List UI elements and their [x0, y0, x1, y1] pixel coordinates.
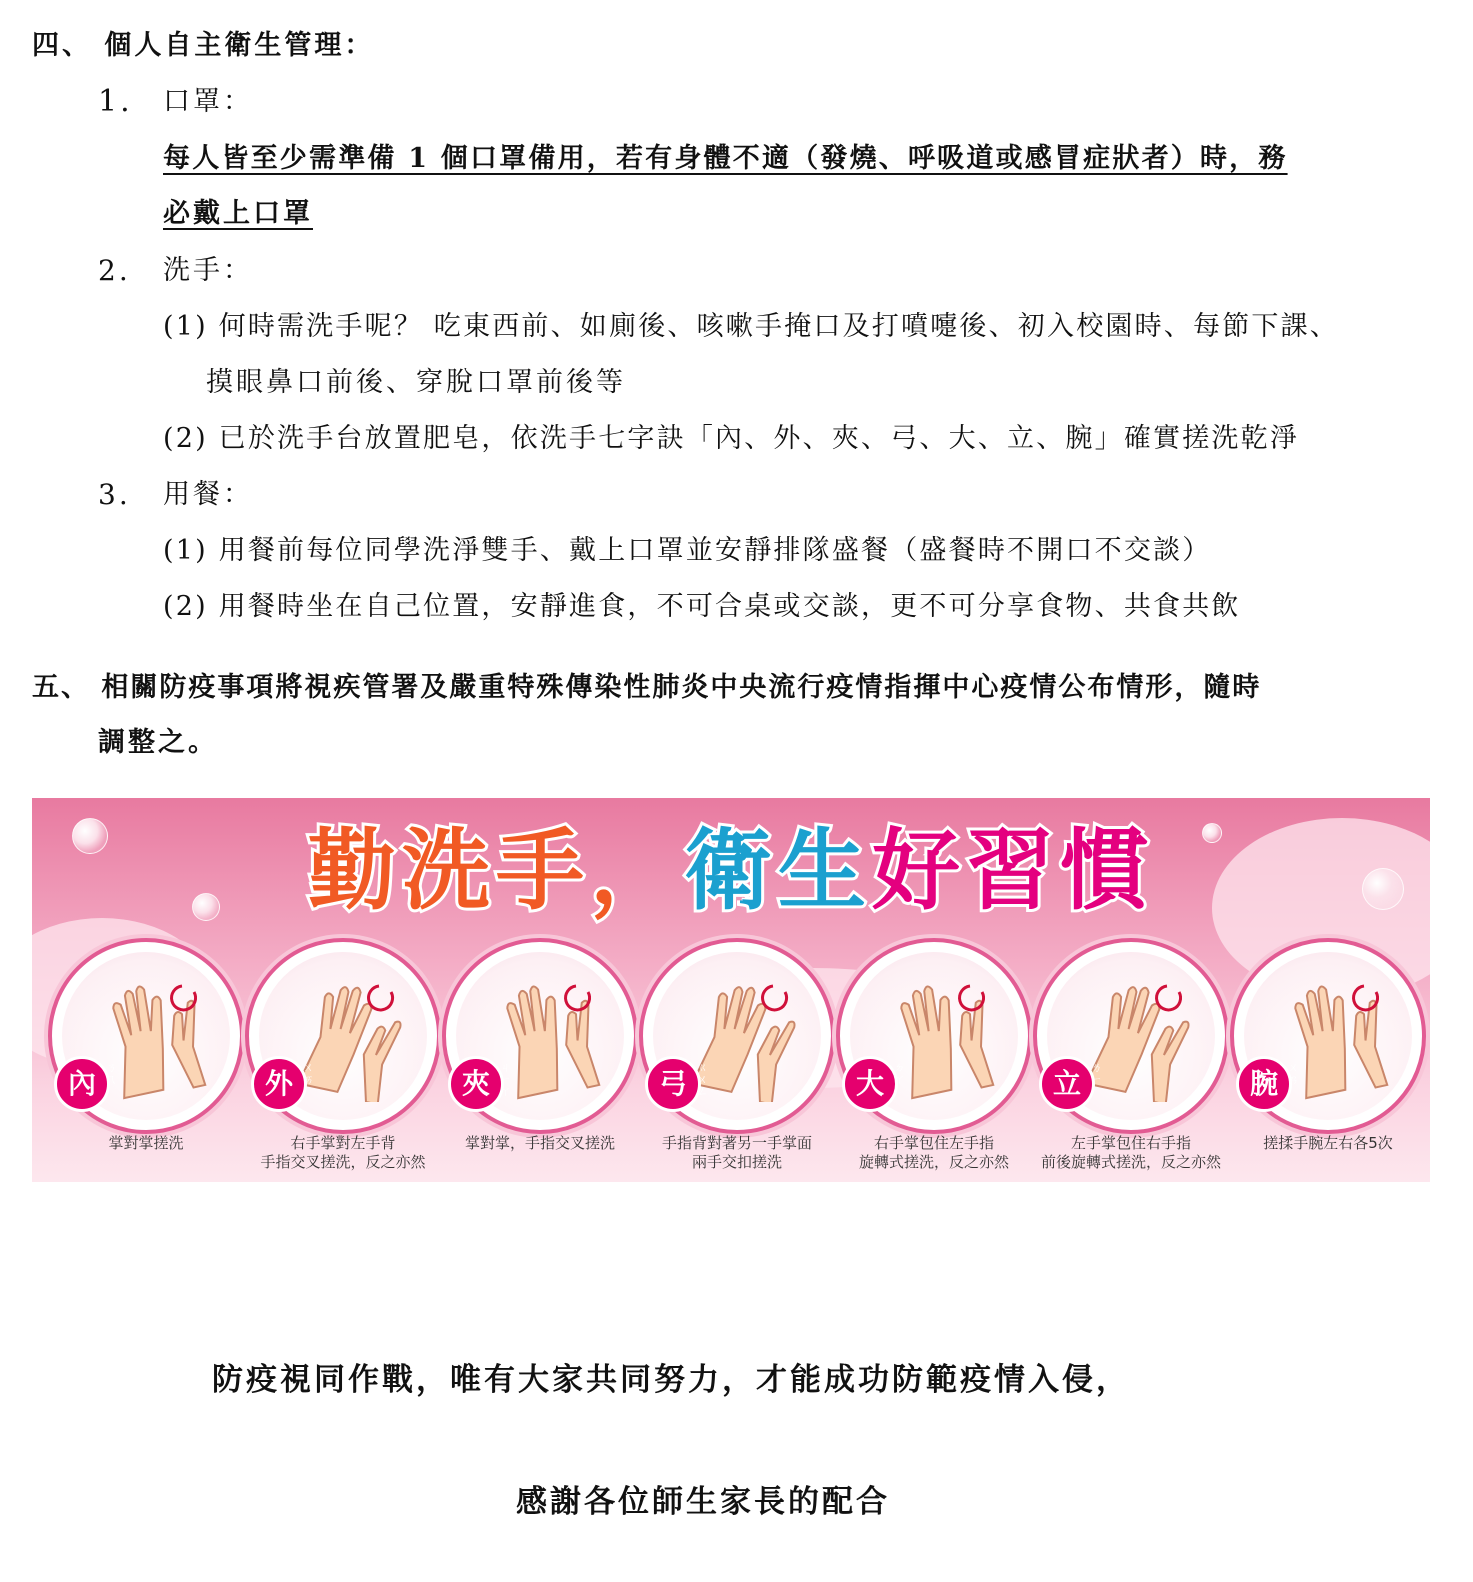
- item3-number: 3.: [98, 478, 131, 511]
- handwashing-banner: [32, 798, 1430, 1182]
- banner-title-part3: 好習慣: [872, 819, 1155, 922]
- handwash-step: [1033, 938, 1229, 1178]
- item2-number: 2.: [98, 254, 131, 287]
- step-zhuyin: ㄐㄧㄚ: [500, 1061, 511, 1098]
- step-badge: 內: [54, 1056, 110, 1112]
- step-zhuyin: ㄋㄟ: [106, 1061, 117, 1086]
- item1-number: 1.: [98, 84, 133, 119]
- meal-rule-2: (2) 用餐時坐在自己位置，安靜進食，不可合桌或交談，更不可分享食物、共食共飲: [163, 591, 1241, 622]
- handwash-when-line2: 摸眼鼻口前後、穿脫口罩前後等: [206, 367, 626, 398]
- handwash-step: [48, 938, 244, 1178]
- meal-rule-1: (1) 用餐前每位同學洗淨雙手、戴上口罩並安靜排隊盛餐（盛餐時不開口不交談）: [163, 535, 1212, 566]
- step-badge: 外: [251, 1056, 307, 1112]
- handwash-step: [1230, 938, 1426, 1178]
- step-caption: 搓揉手腕左右各5次: [1263, 1134, 1393, 1152]
- banner-title-part1: 勤洗手: [307, 819, 590, 922]
- handwash-step: [836, 938, 1032, 1178]
- banner-title-part2: 衛生: [684, 819, 873, 922]
- step-caption: 手指背對著另一手掌面 兩手交扣搓洗: [661, 1134, 812, 1171]
- banner-title: [32, 816, 1430, 926]
- handwash-when-line1: (1) 何時需洗手呢？ 吃東西前、如廁後、咳嗽手掩口及打噴嚏後、初入校園時、每節下課、: [163, 311, 1340, 342]
- section5-line2: 調整之。: [98, 727, 218, 758]
- item3-label: 用餐：: [163, 479, 253, 510]
- handwash-step: [442, 938, 638, 1178]
- handwash-step: [639, 938, 835, 1178]
- step-caption: 右手掌對左手背 手指交叉搓洗，反之亦然: [260, 1134, 426, 1171]
- step-zhuyin: ㄍㄨㄥ: [697, 1061, 708, 1098]
- step-badge: 腕: [1236, 1056, 1292, 1112]
- item2-label: 洗手：: [163, 255, 253, 286]
- step-caption: 掌對掌搓洗: [108, 1134, 184, 1152]
- mask-requirement-line2: 必戴上口罩: [163, 198, 313, 229]
- step-badge: 夾: [448, 1056, 504, 1112]
- banner-title-comma: ，: [589, 819, 684, 922]
- step-badge: 大: [842, 1056, 898, 1112]
- section5-line1: 五、 相關防疫事項將視疾管署及嚴重特殊傳染性肺炎中央流行疫情指揮中心疫情公布情形，隨時: [32, 672, 1262, 703]
- closing-line1: 防疫視同作戰，唯有大家共同努力，才能成功防範疫情入侵，: [212, 1362, 1130, 1398]
- section4-heading: 四、 個人自主衛生管理：: [32, 30, 375, 61]
- step-zhuyin: ㄌㄧ: [1091, 1061, 1102, 1086]
- closing-line2: 感謝各位師生家長的配合: [516, 1484, 890, 1520]
- step-zhuyin: ㄨㄞ: [303, 1061, 314, 1086]
- mask-requirement-line1: 每人皆至少需準備 1 個口罩備用，若有身體不適（發燒、呼吸道或感冒症狀者）時，務: [163, 143, 1288, 174]
- step-caption: 掌對掌，手指交叉搓洗: [464, 1134, 615, 1152]
- step-badge: 立: [1039, 1056, 1095, 1112]
- step-caption: 右手掌包住左手指 旋轉式搓洗，反之亦然: [858, 1134, 1009, 1171]
- step-zhuyin: ㄨㄢ: [1288, 1061, 1299, 1086]
- step-caption: 左手掌包住右手指 前後旋轉式搓洗，反之亦然: [1040, 1134, 1221, 1171]
- handwash-soap-note: (2) 已於洗手台放置肥皂，依洗手七字訣「內、外、夾、弓、大、立、腕」確實搓洗乾淨: [163, 423, 1300, 454]
- step-zhuyin: ㄉㄚ: [894, 1061, 905, 1086]
- handwash-step: [245, 938, 441, 1178]
- item1-label: 口罩：: [163, 86, 253, 117]
- step-badge: 弓: [645, 1056, 701, 1112]
